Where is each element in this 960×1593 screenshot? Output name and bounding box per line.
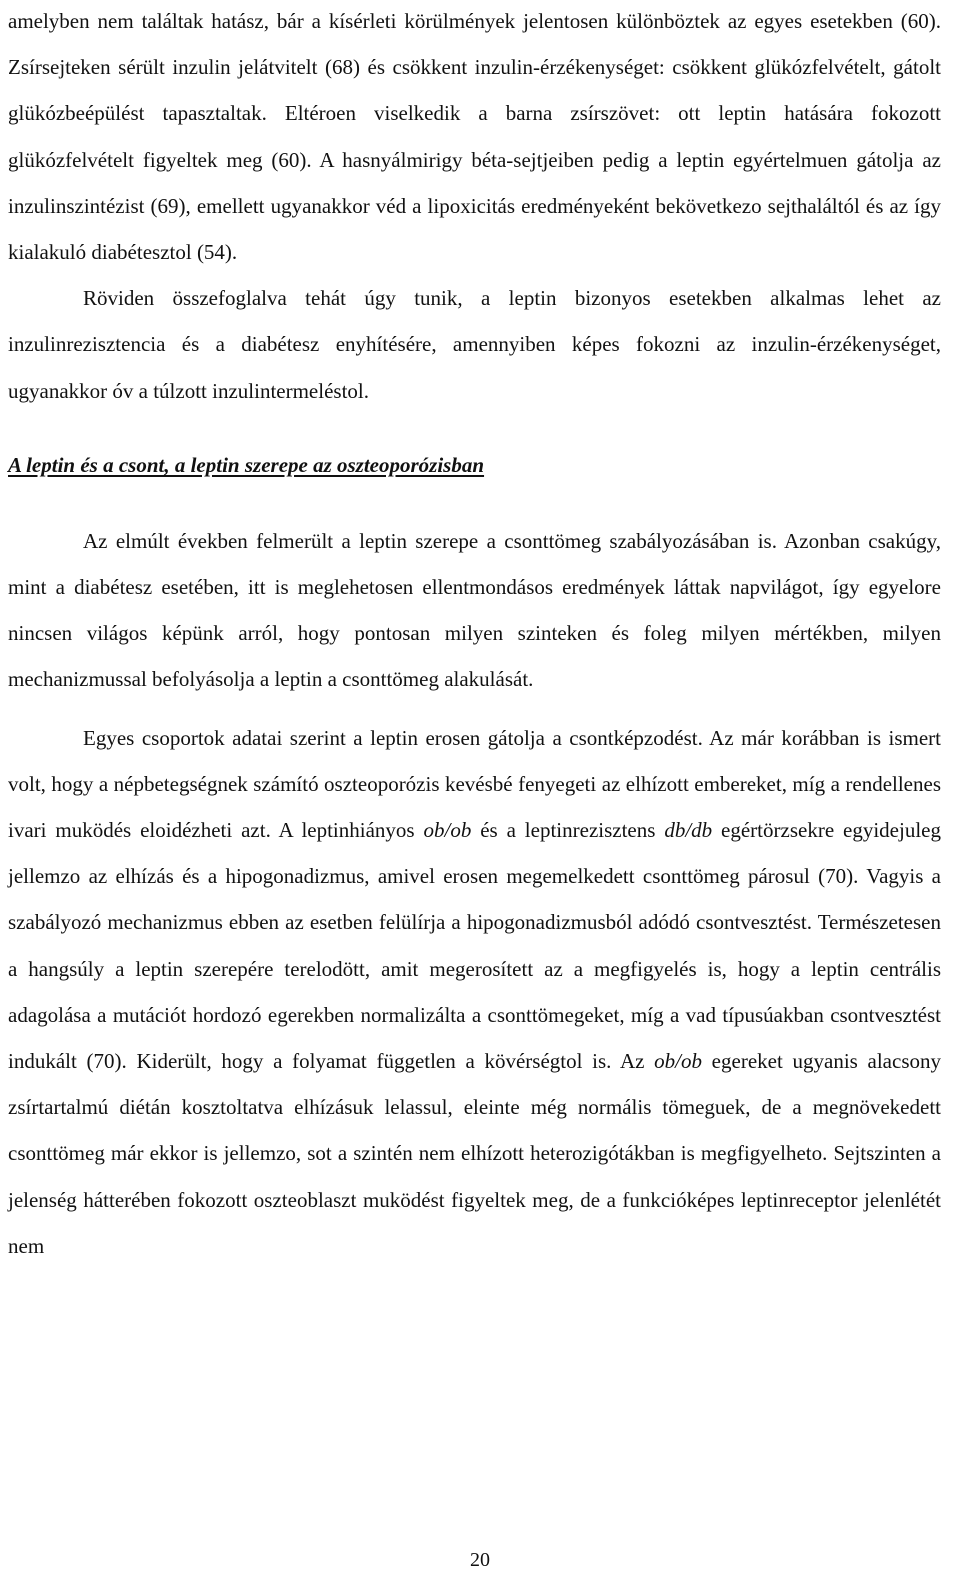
paragraph-bone-mass-intro: Az elmúlt években felmerült a leptin szerepe a csonttömeg szabályozásában is. Azonban csakúgy, mint a diabétesz esetében, itt is meglehetosen ellentmondásos eredmények láttak napvilágot, így egyelore nincsen világos képünk arról, hogy pontosan milyen szinteken és foleg milyen mértékben, milyen mechanizmussal befolyásolja a leptin a csonttömeg alakulását.: [8, 528, 941, 692]
paragraph-bone-formation: [8, 715, 941, 1269]
section-heading: A leptin és a csont, a leptin szerepe az oszteoporózisban: [8, 452, 485, 477]
spacer: [8, 414, 941, 442]
paragraph-summary: Röviden összefoglalva tehát úgy tunik, a leptin bizonyos esetekben alkalmas lehet az inzulinrezisztencia és a diabétesz enyhítésére, amennyiben képes fokozni az inzulin-érzékenységet, ugyanakkor óv a túlzott inzulintermeléstol.: [8, 286, 941, 403]
spacer: [8, 488, 941, 518]
paragraph-text-segment: Egyes csoportok adatai szerint a leptin erosen gátolja a csontképzodést. Az már korábban is ismert volt, hogy a népbetegségnek számító oszteoporózis kevésbé fenyegeti az elhízott embereket, míg a rendellenes ivari muködés eloidézheti azt. A leptinhiányos: [8, 725, 941, 843]
paragraph-diabetes-effects: amelyben nem találtak hatász, bár a kísérleti körülmények jelentosen különböztek az egyes esetekben (60). Zsírsejteken sérült inzulin jelátvitelt (68) és csökkent inzulin-érzékenységet: csökkent glükózfelvételt, gátolt glükózbeépülést tapasztaltak. Eltéroen viselkedik a barna zsírszövet: ott leptin hatására fokozott glükózfelvételt figyeltek meg (60). A hasnyálmirigy béta-sejtjeiben pedig a leptin egyértelmuen gátolja az inzulinszintézist (69), emellett ugyanakkor véd a lipoxicitás eredményeként bekövetkezo sejthaláltól és az így kialakuló diabétesztol (54).: [8, 9, 941, 265]
mouse-strain-db-db: db/db: [664, 818, 713, 843]
paragraph-text-segment: és a leptinrezisztens: [471, 818, 665, 843]
spacer: [8, 703, 941, 715]
document-page: [8, 0, 941, 1269]
page-number: 20: [470, 1549, 490, 1571]
paragraph-text-segment: egereket ugyanis alacsony zsírtartalmú diétán kosztoltatva elhízásuk lelassul, eleinte még normális tömeguek, de a megnövekedett csonttömeg már ekkor is jellemzo, sot a szintén nem elhízott heterozigótákban is megfigyelheto. Sejtszinten a jelenség hátterében fokozott oszteoblaszt muködést figyeltek meg, de a funkcióképes leptinreceptor jelenlétét nem: [8, 1049, 941, 1258]
mouse-strain-ob-ob: ob/ob: [423, 818, 472, 843]
paragraph-text-segment: egértörzsekre egyidejuleg jellemzo az elhízás és a hipogonadizmus, amivel erosen megemelkedett csonttömeg párosul (70). Vagyis a szabályozó mechanizmus ebben az esetben felülírja a hipogonadizmusból adódó csontvesztést. Természetesen a hangsúly a leptin szerepére terelodött, amit megerosített az a megfigyelés is, hogy a leptin centrális adagolása a mutációt hordozó egerekben normalizálta a csonttömegeket, míg a vad típusúakban csontvesztést indukált (70). Kiderült, hogy a folyamat független a kövérségtol is. Az: [8, 818, 941, 1074]
mouse-strain-ob-ob: ob/ob: [654, 1049, 702, 1074]
